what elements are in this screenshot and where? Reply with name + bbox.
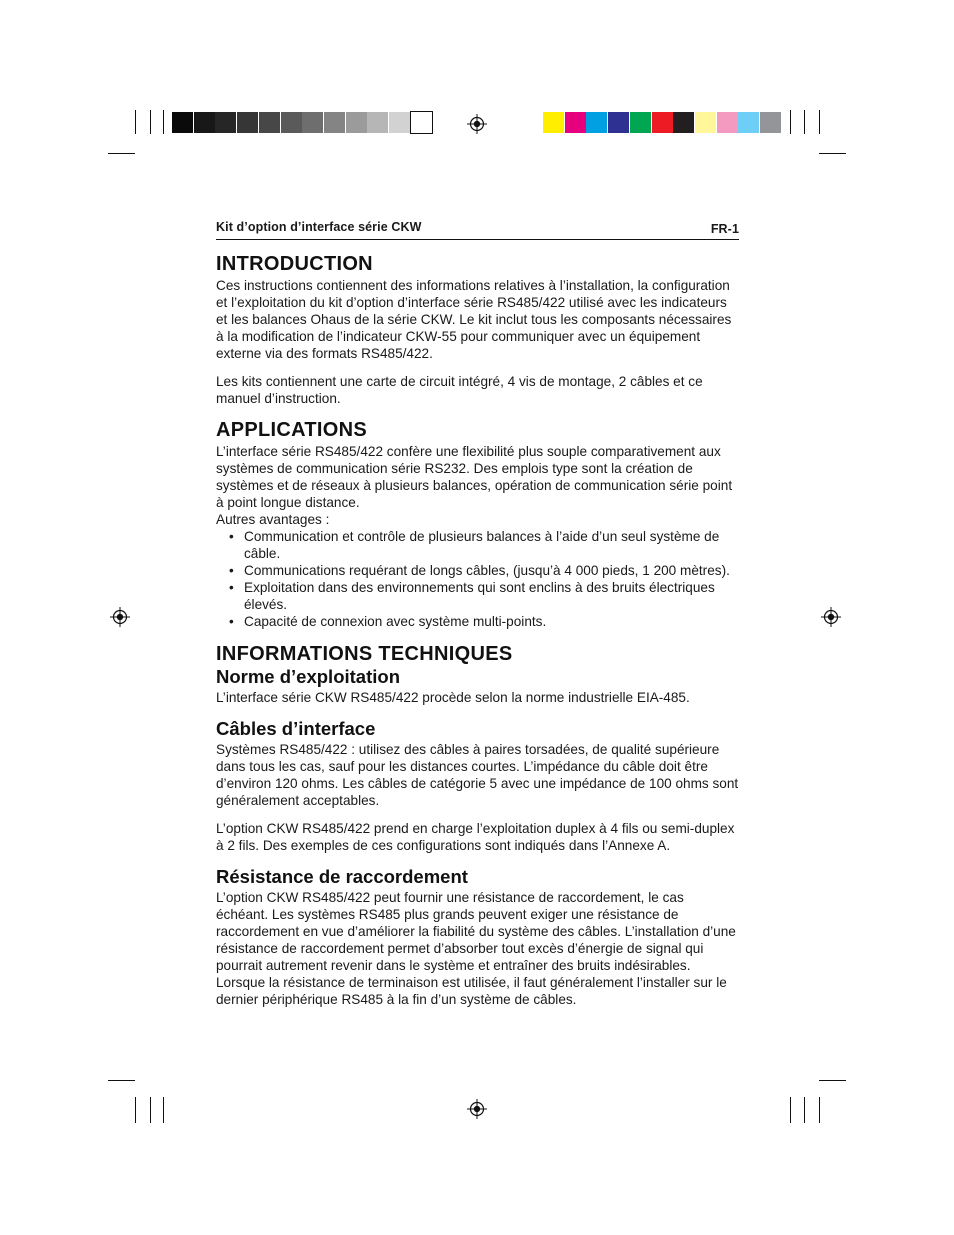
color-swatch [738, 112, 759, 133]
introduction-paragraph: Les kits contiennent une carte de circuit intégré, 4 vis de montage, 2 câbles et ce manuel d’instruction. [216, 374, 703, 406]
crop-mark [163, 110, 164, 134]
gray-swatch [237, 112, 258, 133]
advantages-intro: Autres avantages : [216, 512, 330, 527]
crop-mark [163, 1097, 164, 1123]
crop-mark [819, 110, 820, 134]
gray-swatch [367, 112, 388, 133]
crop-mark [790, 1097, 791, 1123]
cables-heading: Câbles d’interface [216, 718, 376, 739]
color-swatch [760, 112, 781, 133]
cables-paragraph: Systèmes RS485/422 : utilisez des câbles à paires torsadées, de qualité supérieure dans tous les cas, sauf pour les distances courtes. L’impédance du câble doit être d’environ 120 ohms. Les câbles de catégorie 5 avec une impédance de 100 ohms sont généralement acceptables. [216, 742, 739, 808]
list-item: • Communications requérant de longs câbles, (jusqu’à 4 000 pieds, 1 200 mètres). [229, 562, 739, 579]
running-title: Kit d’option d’interface série CKW [216, 220, 422, 234]
crop-mark [819, 1097, 820, 1123]
cables-paragraph: L’option CKW RS485/422 prend en charge l’exploitation duplex à 4 fils ou semi-duplex à 2 fils. Des exemples de ces configurations sont indiqués dans l’Annexe A. [216, 821, 735, 853]
registration-mark-icon [110, 607, 130, 627]
color-swatch [565, 112, 586, 133]
gray-swatch [215, 112, 236, 133]
resistance-heading: Résistance de raccordement [216, 866, 468, 887]
gray-swatch [346, 112, 367, 133]
gray-swatch [302, 112, 323, 133]
norme-heading: Norme d’exploitation [216, 666, 400, 687]
crop-mark [804, 1097, 805, 1123]
crop-mark [135, 110, 136, 134]
crop-mark [790, 110, 791, 134]
gray-swatch [194, 112, 215, 133]
color-swatch [630, 112, 651, 133]
crop-mark [150, 1097, 151, 1123]
color-swatch [695, 112, 716, 133]
applications-section [216, 418, 739, 630]
technical-heading: INFORMATIONS TECHNIQUES [216, 643, 513, 665]
resistance-paragraph: L’option CKW RS485/422 peut fournir une résistance de raccordement, le cas échéant. Les systèmes RS485 plus grands peuvent exiger une résistance de raccordement en vue d’améliorer la fiabilité du système des câbles. L’installation d’une résistance de raccordement permet d’absorber tout excès d’énergie de signal qui pourrait autrement revenir dans le système et entraîner des bruits indésirables. Lorsque la résistance de terminaison est utilisée, il faut généralement l’installer sur le dernier périphérique RS485 à la fin d’un système de câbles. [216, 890, 736, 1007]
crop-mark [108, 153, 135, 154]
gray-swatch [324, 112, 345, 133]
color-swatch [608, 112, 629, 133]
gray-swatch [259, 112, 280, 133]
color-swatch [717, 112, 738, 133]
list-item: • Exploitation dans des environnements qui sont enclins à des bruits électriques élevés. [229, 579, 739, 613]
advantages-list [216, 528, 739, 630]
crop-mark [135, 1097, 136, 1123]
page-content [216, 222, 739, 1019]
color-swatch [673, 112, 694, 133]
applications-heading: APPLICATIONS [216, 419, 368, 441]
gray-swatch [411, 112, 432, 133]
list-item: • Capacité de connexion avec système multi-points. [229, 613, 739, 630]
applications-paragraph: L’interface série RS485/422 confère une flexibilité plus souple comparativement aux systèmes de communication série RS232. Des emplois type sont la création de systèmes et de réseaux à plusieurs balances, opération de communication série point à point longue distance. [216, 444, 733, 510]
gray-swatch [281, 112, 302, 133]
crop-mark [804, 110, 805, 134]
color-swatch [586, 112, 607, 133]
crop-mark [819, 1080, 846, 1081]
registration-mark-icon [821, 607, 841, 627]
list-item: • Communication et contrôle de plusieurs balances à l’aide d’un seul système de câble. [229, 528, 739, 562]
introduction-paragraph: Ces instructions contiennent des informations relatives à l’installation, la configuration et l’exploitation du kit d’option d’interface série RS485/422 utilisé avec les indicateurs et les balances Ohaus de la série CKW. Le kit inclut tous les composants nécessaires à la modification de l’indicateur CKW-55 pour communiquer avec un équipement externe via des formats RS485/422. [216, 278, 732, 361]
technical-section [216, 642, 739, 1008]
crop-mark [819, 153, 846, 154]
color-swatch [652, 112, 673, 133]
gray-swatch [172, 112, 193, 133]
crop-mark [108, 1080, 135, 1081]
color-swatch [543, 112, 564, 133]
registration-mark-icon [467, 1099, 487, 1119]
norme-paragraph: L’interface série CKW RS485/422 procède selon la norme industrielle EIA-485. [216, 690, 690, 705]
introduction-section [216, 252, 739, 407]
introduction-heading: INTRODUCTION [216, 253, 373, 275]
running-header [216, 222, 739, 240]
page-number: FR-1 [710, 222, 739, 236]
registration-mark-icon [467, 114, 487, 134]
gray-swatch [389, 112, 410, 133]
crop-mark [150, 110, 151, 134]
